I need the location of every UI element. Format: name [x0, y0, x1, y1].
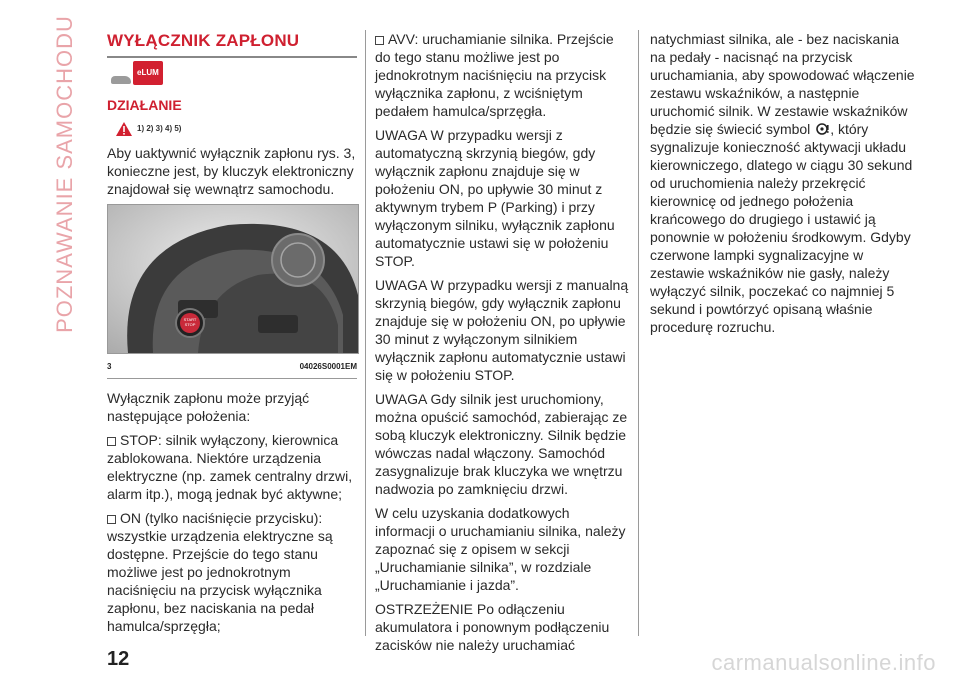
bullet-square-icon	[375, 36, 384, 45]
watermark: carmanualsonline.info	[711, 650, 936, 675]
figure-caption	[107, 358, 357, 376]
svg-text:STOP: STOP	[184, 322, 196, 327]
figure-rule	[107, 378, 357, 379]
bullet-avv: AVV: uruchamianie silnika. Przejście do tego stanu możliwe jest po jednokrotnym naciśnięciu na przycisk wyłącznika zapłonu, z wciśniętym pedałem hamulca/sprzęgła.	[375, 31, 614, 119]
page-number: 12	[107, 648, 130, 670]
chapter-side-label: POZNAWANIE SAMOCHODU	[52, 15, 78, 333]
bullet-stop: STOP: silnik wyłączony, kierownica zablokowana. Niektóre urządzenia elektryczne (np. zamek centralny drzwi, alarm itp.), mogą jednak być aktywne;	[107, 432, 353, 502]
figure-code: 04026S0001EM	[299, 362, 357, 371]
steering-warning-icon	[814, 123, 830, 135]
svg-text:START: START	[183, 317, 197, 322]
column-2	[375, 30, 633, 660]
warning-refs-row	[115, 120, 357, 138]
warning-paragraph: OSTRZEŻENIE Po odłączeniu akumulatora i ponownym podłączeniu zacisków nie należy uruchamiać	[375, 601, 610, 653]
column-1	[107, 30, 357, 641]
section-title: WYŁĄCZNIK ZAPŁONU	[107, 31, 300, 50]
warning-refs: 1) 2) 3) 4) 5)	[137, 124, 182, 133]
bullet-square-icon	[107, 515, 116, 524]
version-badge-row	[107, 66, 357, 86]
steering-wheel-image	[108, 205, 358, 353]
car-icon	[111, 76, 131, 84]
positions-intro: Wyłącznik zapłonu może przyjąć następujące położenia:	[107, 390, 310, 424]
column-3	[650, 30, 915, 342]
note-manual: UWAGA W przypadku wersji z manualną skrzynią biegów, gdy wyłącznik zapłonu znajduje się w położeniu ON, po upływie 30 minut z wyłączonym silnikiem wyłącznik zapłonu automatycznie ustawi się w położeniu STOP.	[375, 277, 629, 383]
bullet-square-icon	[107, 437, 116, 446]
column-divider	[365, 30, 366, 636]
procedure-paragraph: natychmiast silnika, ale - bez naciskania na pedały - nacisnąć na przycisk uruchamiania, aby spowodować włączenie zestawu wskaźników, a następnie uruchomić silnik. W zestawie wskaźników będzie się świecić symbol , który sygnalizuje konieczność aktywacji układu kierowniczego, dlatego w ciągu 30 sekund od uruchomienia należy przekręcić kierownicę od jednego położenia krańcowego do drugiego i ustawić ją ponownie w położeniu środkowym. Gdyby czerwone lampki sygnalizacyjne w zestawie wskaźników nie gasły, należy wyłączyć silnik, poczekać co najmniej 5 sekund i powtórzyć opisaną właśnie procedurę rozruchu.	[650, 31, 915, 335]
figure-steering-wheel-photo	[107, 204, 359, 354]
title-rule	[107, 56, 357, 58]
warning-triangle-icon	[115, 121, 133, 137]
subsection-title: DZIAŁANIE	[107, 97, 182, 113]
info-paragraph: W celu uzyskania dodatkowych informacji o uruchamianiu silnika, należy zapoznać się z opisem w sekcji „Uruchamianie silnika”, w rozdziale „Uruchamianie i jazda”.	[375, 505, 626, 593]
bullet-on: ON (tylko naciśnięcie przycisku): wszystkie urządzenia elektryczne są dostępne. Przejście do tego stanu możliwe jest po jednokrotnym naciśnięciu na przycisk wyłącznika zapłonu, bez naciskania na pedał hamulca/sprzęgła;	[107, 510, 333, 634]
elum-badge: eLUM	[133, 61, 163, 85]
note-automatic: UWAGA W przypadku wersji z automatyczną skrzynią biegów, gdy wyłącznik zapłonu znajduje się w położeniu ON, po upływie 30 minut z aktywnym trybem P (Parking) i przy wyłączonym silniku, wyłącznik zapłonu automatycznie ustawi się w położeniu STOP.	[375, 127, 615, 269]
figure-number: 3	[107, 362, 112, 371]
note-engine-running: UWAGA Gdy silnik jest uruchomiony, można opuścić samochód, zabierając ze sobą kluczyk elektroniczny. Silnik będzie wówczas nadal włączony. Samochód zasygnalizuje brak kluczyka we wnętrzu nadwozia po zamknięciu drzwi.	[375, 391, 628, 497]
intro-paragraph: Aby uaktywnić wyłącznik zapłonu rys. 3, konieczne jest, by kluczyk elektroniczny znajdował się wewnątrz samochodu.	[107, 145, 356, 197]
column-divider	[638, 30, 639, 636]
